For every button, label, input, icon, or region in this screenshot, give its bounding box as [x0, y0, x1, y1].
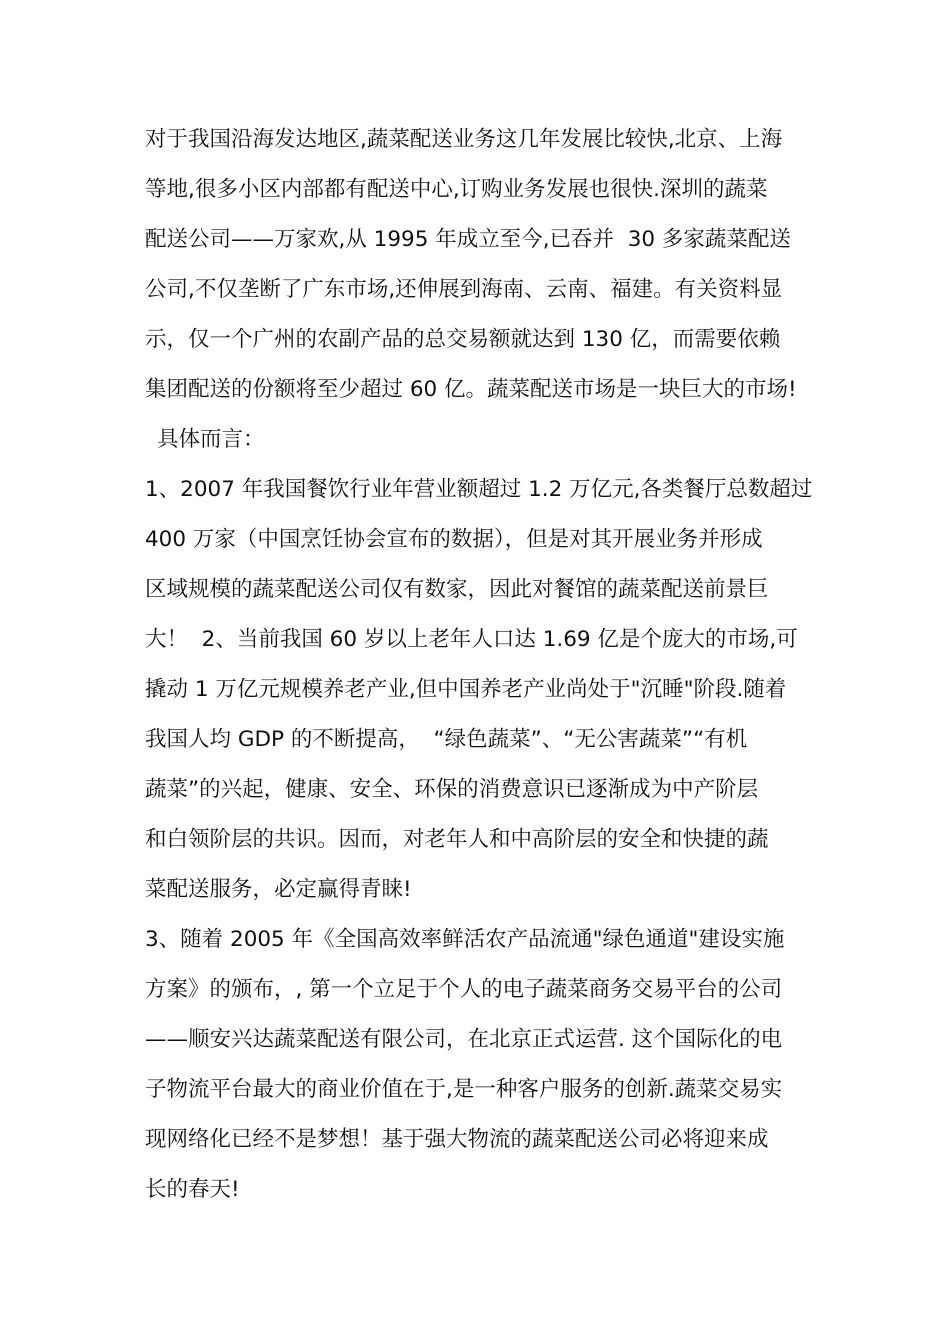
text-line: 等地,很多小区内部都有配送中心,订购业务发展也很快.深圳的蔬菜: [145, 177, 768, 202]
section-heading: 具体而言：: [157, 427, 265, 452]
text-line: 和白领阶层的共识。因而，对老年人和中高阶层的安全和快捷的蔬: [145, 827, 769, 852]
text-line: 子物流平台最大的商业价值在于,是一种客户服务的创新.蔬菜交易实: [145, 1077, 783, 1102]
text-line: 方案》的颁布，, 第一个立足于个人的电子蔬菜商务交易平台的公司: [145, 977, 783, 1002]
text-line: 对于我国沿海发达地区,蔬菜配送业务这几年发展比较快,北京、上海: [145, 127, 783, 152]
text-line: 400 万家（中国烹饪协会宣布的数据），但是对其开展业务并形成: [145, 527, 763, 552]
text-line: ——顺安兴达蔬菜配送有限公司，在北京正式运营. 这个国际化的电: [145, 1027, 783, 1052]
text-line: 蔬菜”的兴起，健康、安全、环保的消费意识已逐渐成为中产阶层: [145, 777, 759, 802]
text-line: 示，仅一个广州的农副产品的总交易额就达到 130 亿，而需要依赖: [145, 327, 781, 352]
text-line: 大！ 2、当前我国 60 岁以上老年人口达 1.69 亿是个庞大的市场,可: [145, 627, 798, 652]
text-line: 3、随着 2005 年《全国高效率鲜活农产品流通"绿色通道"建设实施: [145, 927, 785, 952]
text-line: 我国人均 GDP 的不断提高， “绿色蔬菜”、“无公害蔬菜”“有机: [145, 727, 748, 752]
text-line: 配送公司——万家欢,从 1995 年成立至今,已吞并 30 多家蔬菜配送: [145, 227, 791, 252]
body-text: [145, 115, 825, 1215]
text-line: 区域规模的蔬菜配送公司仅有数家，因此对餐馆的蔬菜配送前景巨: [145, 577, 769, 602]
text-line: 撬动 1 万亿元规模养老产业,但中国养老产业尚处于"沉睡"阶段.随着: [145, 677, 787, 702]
text-line: 集团配送的份额将至少超过 60 亿。蔬菜配送市场是一块巨大的市场!: [145, 377, 797, 402]
text-line: 菜配送服务，必定赢得青睐!: [145, 877, 412, 902]
text-line: 公司,不仅垄断了广东市场,还伸展到海南、云南、福建。有关资料显: [145, 277, 783, 302]
text-line: 1、2007 年我国餐饮行业年营业额超过 1.2 万亿元,各类餐厅总数超过: [145, 477, 813, 502]
text-line: 长的春天!: [145, 1177, 240, 1202]
text-line: 现网络化已经不是梦想！基于强大物流的蔬菜配送公司必将迎来成: [145, 1127, 769, 1152]
